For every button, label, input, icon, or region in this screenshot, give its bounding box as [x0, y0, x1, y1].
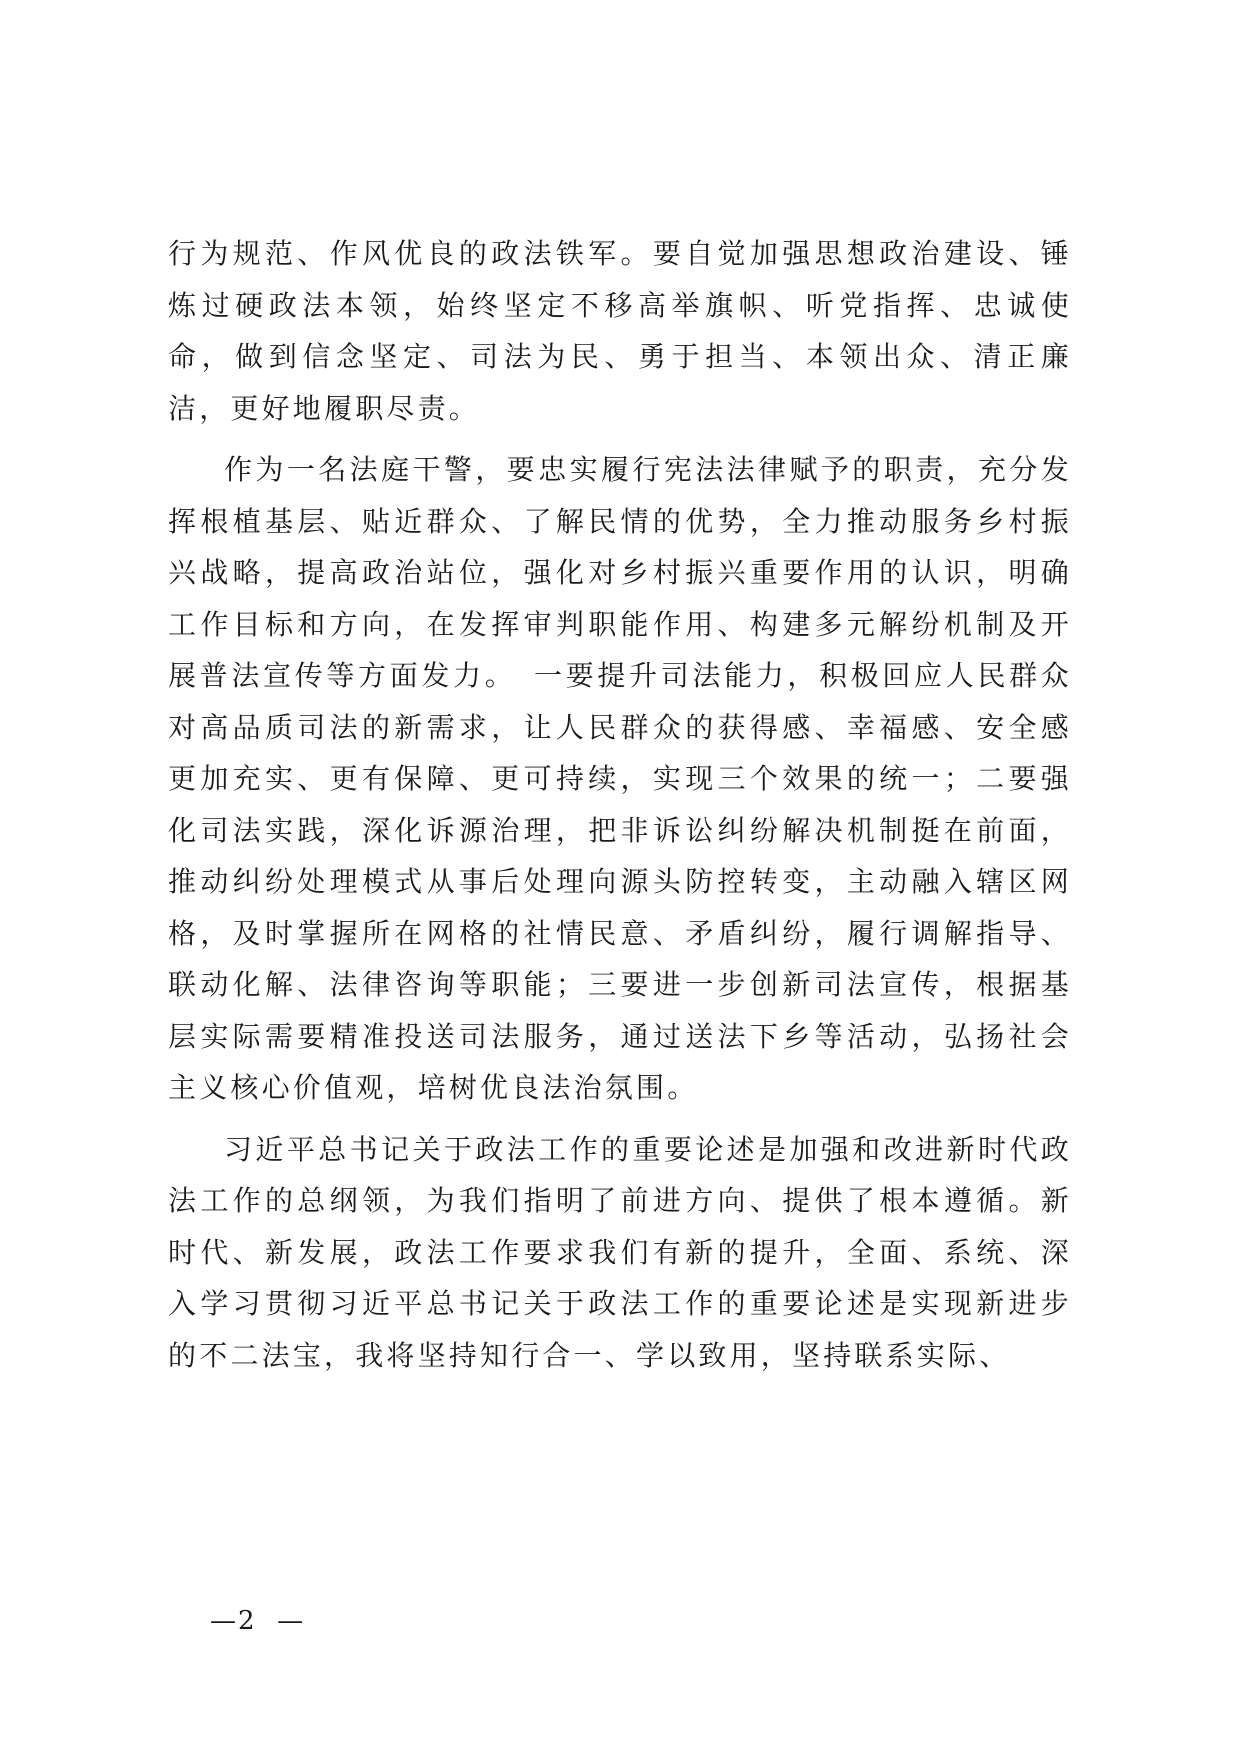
- page-number: —2 —: [210, 1606, 306, 1636]
- paragraph-court-duties: 作为一名法庭干警，要忠实履行宪法法律赋予的职责，充分发挥根植基层、贴近群众、了解民情的优势，全力推动服务乡村振兴战略，提高政治站位，强化对乡村振兴重要作用的认识，明确工作目标和方向，在发挥审判职能作用、构建多元解纷机制及开展普法宣传等方面发力。 一要提升司法能力，积极回应人民群众对高品质司法的新需求，让人民群众的获得感、幸福感、安全感更加充实、更有保障、更可持续，实现三个效果的统一；二要强化司法实践，深化诉源治理，把非诉讼纠纷解决机制挺在前面，推动纠纷处理模式从事后处理向源头防控转变，主动融入辖区网格，及时掌握所在网格的社情民意、矛盾纠纷，履行调解指导、联动化解、法律咨询等职能；三要进一步创新司法宣传，根据基层实际需要精准投送司法服务，通过送法下乡等活动，弘扬社会主义核心价值观，培树优良法治氛围。: [168, 453, 1072, 1104]
- paragraph-conclusion: 习近平总书记关于政法工作的重要论述是加强和改进新时代政法工作的总纲领，为我们指明了前进方向、提供了根本遵循。新时代、新发展，政法工作要求我们有新的提升，全面、系统、深入学习贯彻习近平总书记关于政法工作的重要论述是实现新进步的不二法宝，我将坚持知行合一、学以致用，坚持联系实际、: [168, 1132, 1072, 1372]
- document-body: [168, 228, 1072, 1381]
- paragraph-continuation: 行为规范、作风优良的政法铁军。要自觉加强思想政治建设、锤炼过硬政法本领，始终坚定不移高举旗帜、听党指挥、忠诚使命，做到信念坚定、司法为民、勇于担当、本领出众、清正廉洁，更好地履职尽责。: [168, 237, 1072, 425]
